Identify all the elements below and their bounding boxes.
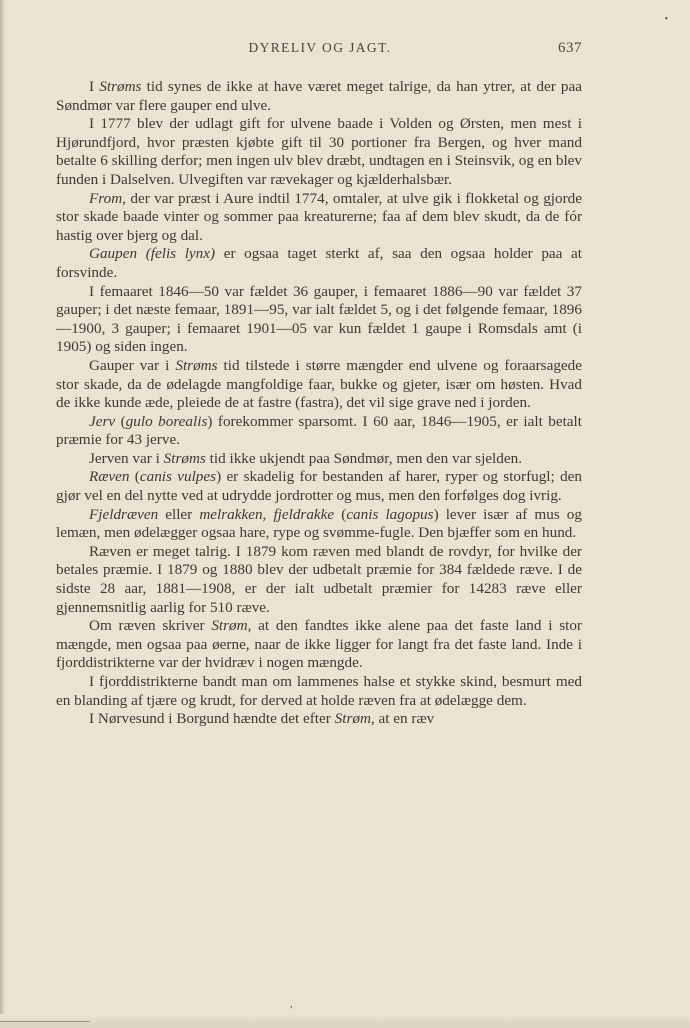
paragraph <box>56 710 582 729</box>
text-run: er ogsaa taget sterkt af, saa den ogsaa holder paa at forsvinde. <box>56 245 582 281</box>
text-run: Gauper var i <box>89 356 176 374</box>
text-run: I <box>89 78 100 95</box>
text-run: ) lever især af mus og lemæn, men ødelægger ogsaa hare, rype og svømme-fugle. Den bjæffer som en hund. <box>56 505 582 542</box>
paragraph <box>56 357 582 413</box>
page-binding-edge <box>0 0 6 1028</box>
italic-term: From, <box>89 189 126 207</box>
text-run: der var præst i Aure indtil 1774, omtaler, at ulve gik i flokketal og gjorde stor skade baade vinter og sommer paa kreaturerne; faa af dem blev skudt, da de fór hastig over bjerg og dal. <box>56 189 582 244</box>
text-run: Om ræven skriver <box>89 617 212 635</box>
text-run: tid tilstede i større mængder end ulvene og foraarsagede stor skade, da de ødelagde mangfoldige faar, bukke og gjeter, især om høsten. Hvad de ikke kunde æde, pleiede de at fastre (fastra), det vil sige grave ned i jorden. <box>56 356 583 412</box>
page-header <box>58 40 582 60</box>
text-run: ( <box>115 412 126 430</box>
paragraph <box>56 673 582 710</box>
italic-term: Fjeldræven <box>89 505 159 523</box>
text-run: tid synes de ikke at have været meget talrige, da han ytrer, at der paa Søndmør var flere gauper end ulve. <box>56 78 583 114</box>
text-run: at en ræv <box>374 710 435 728</box>
paragraph <box>56 190 582 246</box>
paragraph <box>56 617 582 673</box>
text-run: I fjorddistrikterne bandt man om lammenes halse et stykke skind, besmurt med en blanding af tjære og krudt, for derved at holde ræven fra at ødelægge dem. <box>56 673 582 709</box>
paragraph <box>56 450 582 469</box>
italic-term: Gaupen (felis lynx) <box>89 245 216 263</box>
text-run: ( <box>334 505 347 523</box>
paragraph <box>56 78 582 115</box>
italic-term: melrakken, fjeldrakke <box>199 505 335 523</box>
text-run: I Nørvesund i Borgund hændte det efter <box>89 710 335 728</box>
italic-term: Jerv <box>89 412 116 430</box>
text-run: ( <box>129 468 140 486</box>
paragraph <box>56 543 582 617</box>
italic-term: Strøms <box>99 78 142 95</box>
text-run: ) er skadelig for bestanden af harer, ryper og storfugl; den gjør vel en del nytte ved at udrydde jordrotter og mus, men den forfølges dog ivrig. <box>56 468 582 505</box>
italic-term: Ræven <box>89 468 130 486</box>
italic-term: Strøm, <box>334 710 375 728</box>
paragraph <box>56 413 582 450</box>
italic-term: canis lagopus <box>346 505 434 523</box>
corner-mark: • <box>664 14 668 25</box>
body-text <box>56 78 582 729</box>
bottom-rule <box>0 1021 90 1022</box>
text-run: at den fandtes ikke alene paa det faste land i stor mængde, men ogsaa paa øerne, naar de ikke ligger for langt fra det faste land. Inde i fjorddistrikterne var der hvidræv i nogen mængde. <box>56 617 582 672</box>
italic-term: Strøms <box>175 356 218 374</box>
text-run: tid ikke ukjendt paa Søndmør, men den var sjelden. <box>205 449 522 467</box>
text-run: Ræven er meget talrig. I 1879 kom ræven med blandt de rovdyr, for hvilke der betales præmie. I 1879 og 1880 blev der udbetalt præmie for 384 fældede ræve. I de sidste 28 aar, 1881—1908, er der ialt udbetalt præmier for 14283 ræve eller gjennemsnitlig aarlig for 510 ræve. <box>56 542 582 616</box>
paragraph <box>56 506 582 543</box>
text-run: ) forekommer sparsomt. I 60 aar, 1846—1905, er ialt betalt præmie for 43 jerve. <box>56 412 582 449</box>
paragraph <box>56 115 582 189</box>
running-head: DYRELIV OG JAGT. <box>248 40 392 55</box>
italic-term: Strøm, <box>211 617 252 635</box>
text-run: I 1777 blev der udlagt gift for ulvene baade i Volden og Ørsten, men mest i Hjørundfjord, hvor præsten kjøbte gift til 30 portioner fra Bergen, og hver mand betalte 6 skilling derfor; men ingen ulv blev dræbt, undtagen en i Steinsvik, og en blev funden i Dalselven. Ulvegiften var rævekager og kjælderhalsbær. <box>56 115 582 188</box>
paragraph <box>56 245 582 282</box>
paragraph <box>56 283 582 357</box>
italic-term: gulo borealis <box>125 412 208 430</box>
paragraph <box>56 468 582 505</box>
italic-term: Strøms <box>163 449 206 467</box>
italic-term: canis vulpes <box>139 468 217 486</box>
text-run: I femaaret 1846—50 var fældet 36 gauper, i femaaret 1886—90 var fældet 37 gauper; i det næste femaar, 1891—95, var ialt fældet 5, og i det følgende femaar, 1896—1900, 3 gauper; i femaaret 1901—05 var kun fældet 1 gaupe i Romsdals amt (i 1905) og siden ingen. <box>56 282 582 356</box>
text-run: eller <box>158 505 200 523</box>
stray-ink-mark: , <box>290 998 293 1010</box>
page-number: 637 <box>558 40 582 56</box>
page-bottom-edge <box>0 1014 690 1028</box>
text-run: Jerven var i <box>89 449 164 467</box>
